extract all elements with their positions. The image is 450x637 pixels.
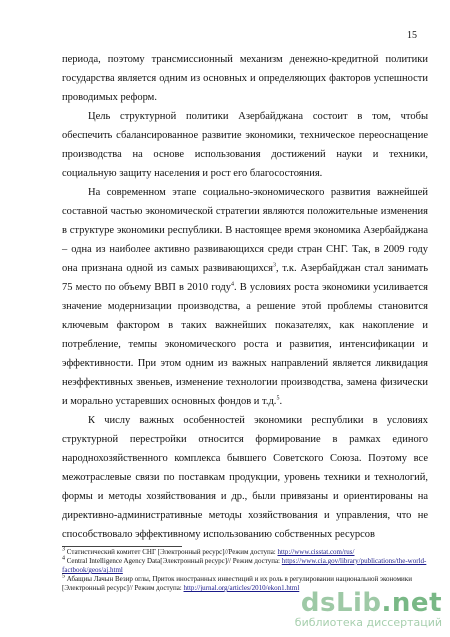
watermark-logo-main: dsLib xyxy=(300,588,382,618)
footnote-divider xyxy=(62,546,182,547)
watermark-logo xyxy=(295,590,442,616)
footnote-mark: 5 xyxy=(62,573,65,580)
footnote-4 xyxy=(62,557,428,575)
paragraph-3 xyxy=(62,183,428,411)
watermark-logo-tld: .net xyxy=(381,588,442,618)
paragraph-3-part-4: . xyxy=(279,396,283,407)
page-body xyxy=(62,50,428,544)
watermark-caption: библиотека диссертаций xyxy=(294,616,442,629)
footnote-link[interactable]: http://www.cisstat.com/rus/ xyxy=(277,548,355,556)
footnote-text: Абащиы Лачын Везир оглы, Приток иностранных инвестиций и их роль в регулировании национальной экономики [Электронный ресурс]// Режим доступа: xyxy=(62,575,412,592)
paragraph-2: Цель структурной политики Азербайджана состоит в том, чтобы обеспечить сбалансированное развитие экономики, техническое переоснащение производства на основе использования достижений науки и техники, социальную защиту населения и рост его благосостояния. xyxy=(62,111,428,179)
paragraph-3-part-3: . В условиях роста экономики усиливается значение модернизации производства, а решение этой проблемы становится ключевым фактором в таких важнейших показателях, как накопление и потребление, темпы экономического роста и развития, интенсификации и эффективности. При этом одним из важных направлений является ликвидация неэффективных звеньев, изменение технологии производства, замена физически и морально устаревших основных фондов и т.д. xyxy=(62,282,429,407)
footnote-text: Central Intelligence Agency Data[Электронный ресурс]// Режим доступа: xyxy=(65,557,282,565)
site-watermark xyxy=(295,590,442,629)
footnote-ref-4[interactable]: 4 xyxy=(230,281,234,288)
page-number: 15 xyxy=(407,30,417,41)
paragraph-1: периода, поэтому трансмиссионный механизм денежно-кредитной политики государства является одним из основных и определяющих факторов успешности проводимых реформ. xyxy=(62,54,428,103)
paragraph-3-part-1: На современном этапе социально-экономического развития важнейшей составной частью экономической стратегии являются положительные изменения в структуре экономики республики. В настоящее время экономика Азербайджана – одна из наиболее активно развивающихся среди стран СНГ. Так, в 2009 году она признана одной из самых развивающихся xyxy=(62,187,428,274)
footnotes xyxy=(62,548,428,593)
footnote-3 xyxy=(62,548,428,557)
footnote-link[interactable]: http://jurnal.org/articles/2010/ekon1.html xyxy=(183,584,300,592)
footnote-text: Статистический комитет СНГ [Электронный ресурс]//Режим доступа: xyxy=(65,548,278,556)
paragraph-3-part-2: , т.к. Азербайджан стал занимать 75 место по объему ВВП в 2010 году xyxy=(62,263,428,293)
footnote-ref-5[interactable]: 5 xyxy=(276,395,280,402)
paragraph-4: К числу важных особенностей экономики республики в условиях структурной перестройки относится формирование в рамках единого народнохозяйственного комплекса бывшего Советского Союза. Поэтому все межотраслевые связи по поставкам продукции, уровень техники и технологий, формы и методы хозяйствования и др., были привязаны и ориентированы на директивно-административные методы хозяйствования и управления, что не способствовало эффективному использованию собственных ресурсов xyxy=(62,415,428,540)
footnote-ref-3[interactable]: 3 xyxy=(272,262,276,269)
footnote-link[interactable]: https://www.cia.gov/library/publications/the-world-factbook/geos/aj.html xyxy=(62,557,427,574)
footnote-mark: 3 xyxy=(62,546,65,553)
footnote-mark: 4 xyxy=(62,555,65,562)
